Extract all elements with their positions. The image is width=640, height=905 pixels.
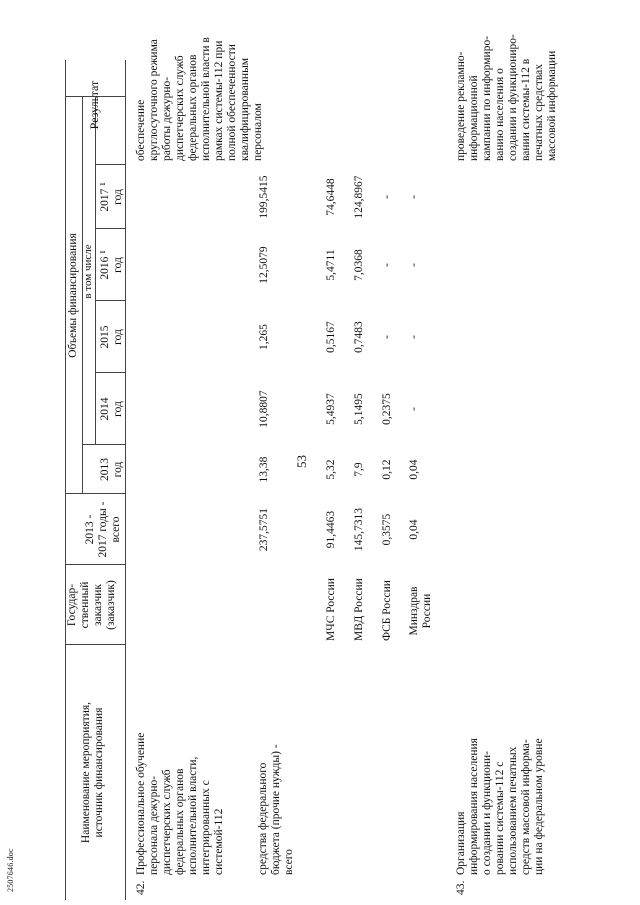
item-42-row-minzdrav-2014: - — [408, 407, 420, 411]
item-42-row-fsb-2014: 0,2375 — [381, 393, 393, 425]
item-42-row-mvd-2014: 5,1495 — [353, 393, 365, 425]
item-42-row-mchs-total: 91,4463 — [325, 510, 337, 549]
header-year-2015: 2015 год — [99, 325, 124, 349]
header-year-2013: 2013 год — [99, 458, 124, 481]
item-42-row-fsb-2013: 0,12 — [381, 459, 393, 480]
item-42-row-fsb-2015: - — [381, 335, 393, 339]
item-42-row-minzdrav-customer: Минздрав России — [408, 586, 433, 636]
item-42-row-mvd-customer: МВД России — [353, 578, 365, 641]
item-42-row-mvd-2013: 7,9 — [353, 462, 365, 477]
header-year-2014: 2014 год — [99, 397, 124, 421]
page-number: 53 — [294, 455, 309, 469]
item-42-row-mchs-2016: 5,4711 — [325, 249, 337, 281]
header-customer-col: Государ- ственный заказчик (заказчик) — [66, 580, 117, 630]
item-42-row-fsb-2016: - — [381, 263, 393, 267]
item-42-total-2016: 12,5079 — [258, 246, 270, 284]
item-42-row-mchs-2017: 74,6448 — [325, 178, 337, 216]
item-43-number: 43. — [455, 880, 467, 895]
item-42-number: 42. — [135, 880, 147, 895]
item-42-row-fsb-customer: ФСБ России — [381, 580, 393, 641]
header-name-col: Наименование мероприятия, источник финансирования — [80, 701, 105, 844]
item-42-total-2015: 1,265 — [258, 324, 270, 350]
item-42-row-mchs-2014: 5,4937 — [325, 393, 337, 425]
header-year-2017: 2017 ¹ год — [99, 182, 124, 212]
item-42-total-2014: 10,8807 — [258, 390, 270, 428]
item-42-row-mchs-2013: 5,32 — [325, 459, 337, 480]
header-result-col: Результат — [87, 80, 101, 130]
item-42-row-fsb-2017: - — [381, 195, 393, 199]
item-42-source: средства федерального бюджета (прочие нужды) - всего — [257, 744, 295, 875]
item-42-total-all: 237,5751 — [258, 507, 270, 552]
header-total-col: 2013 - 2017 годы - всего — [84, 501, 122, 558]
table-top-rule — [65, 60, 66, 900]
item-42-row-minzdrav-2015: - — [408, 335, 420, 339]
item-42-total-2017: 199,5415 — [258, 175, 270, 219]
item-42-row-mvd-total: 145,7313 — [353, 507, 365, 552]
item-42-row-minzdrav-total: 0,04 — [408, 519, 420, 540]
item-42-title: Профессиональное обучение персонала дежурно- диспетчерских служб федеральных органов исполнительной власти, интегрированных с системой-112 — [135, 732, 225, 875]
item-42-row-mvd-2016: 7,0368 — [353, 249, 365, 281]
item-42-total-2013: 13,38 — [258, 456, 270, 483]
header-year-2016: 2016 ¹ год — [99, 250, 124, 280]
document-footer: 2507646.doc — [6, 848, 15, 892]
header-funding-group: Объемы финансирования — [67, 233, 79, 358]
item-42-row-minzdrav-2013: 0,04 — [408, 459, 420, 480]
item-42-row-mvd-2015: 0,7483 — [353, 321, 365, 353]
item-42-row-fsb-total: 0,3575 — [381, 513, 393, 546]
item-42-row-mchs-2015: 0,5167 — [325, 321, 337, 353]
item-42-result: обеспечение круглосуточного режима работы дежурно- диспетчерских служб федеральных органов исполнительной власти в рамках системы-112 при полной обеспеченности квалифицированным персоналом — [135, 37, 264, 161]
item-43-title: Организация информирования населения о создании и функциони- ровании системы-112 с использованием печатных средств массовой информа- ции на федеральном уровне — [455, 738, 545, 875]
header-in-that-number: в том числе — [82, 244, 94, 299]
item-42-row-minzdrav-2017: - — [408, 195, 420, 199]
item-42-row-minzdrav-2016: - — [408, 263, 420, 267]
header-bottom-rule — [125, 60, 126, 900]
item-42-row-mvd-2017: 124,8967 — [353, 175, 365, 219]
item-42-row-mchs-customer: МЧС России — [325, 578, 337, 641]
item-43-result: проведение рекламно- информационной кампании по информиро- ванию населения о создании и функциониро- вании системы-112 в печатных средствах массовой информации — [455, 34, 558, 161]
